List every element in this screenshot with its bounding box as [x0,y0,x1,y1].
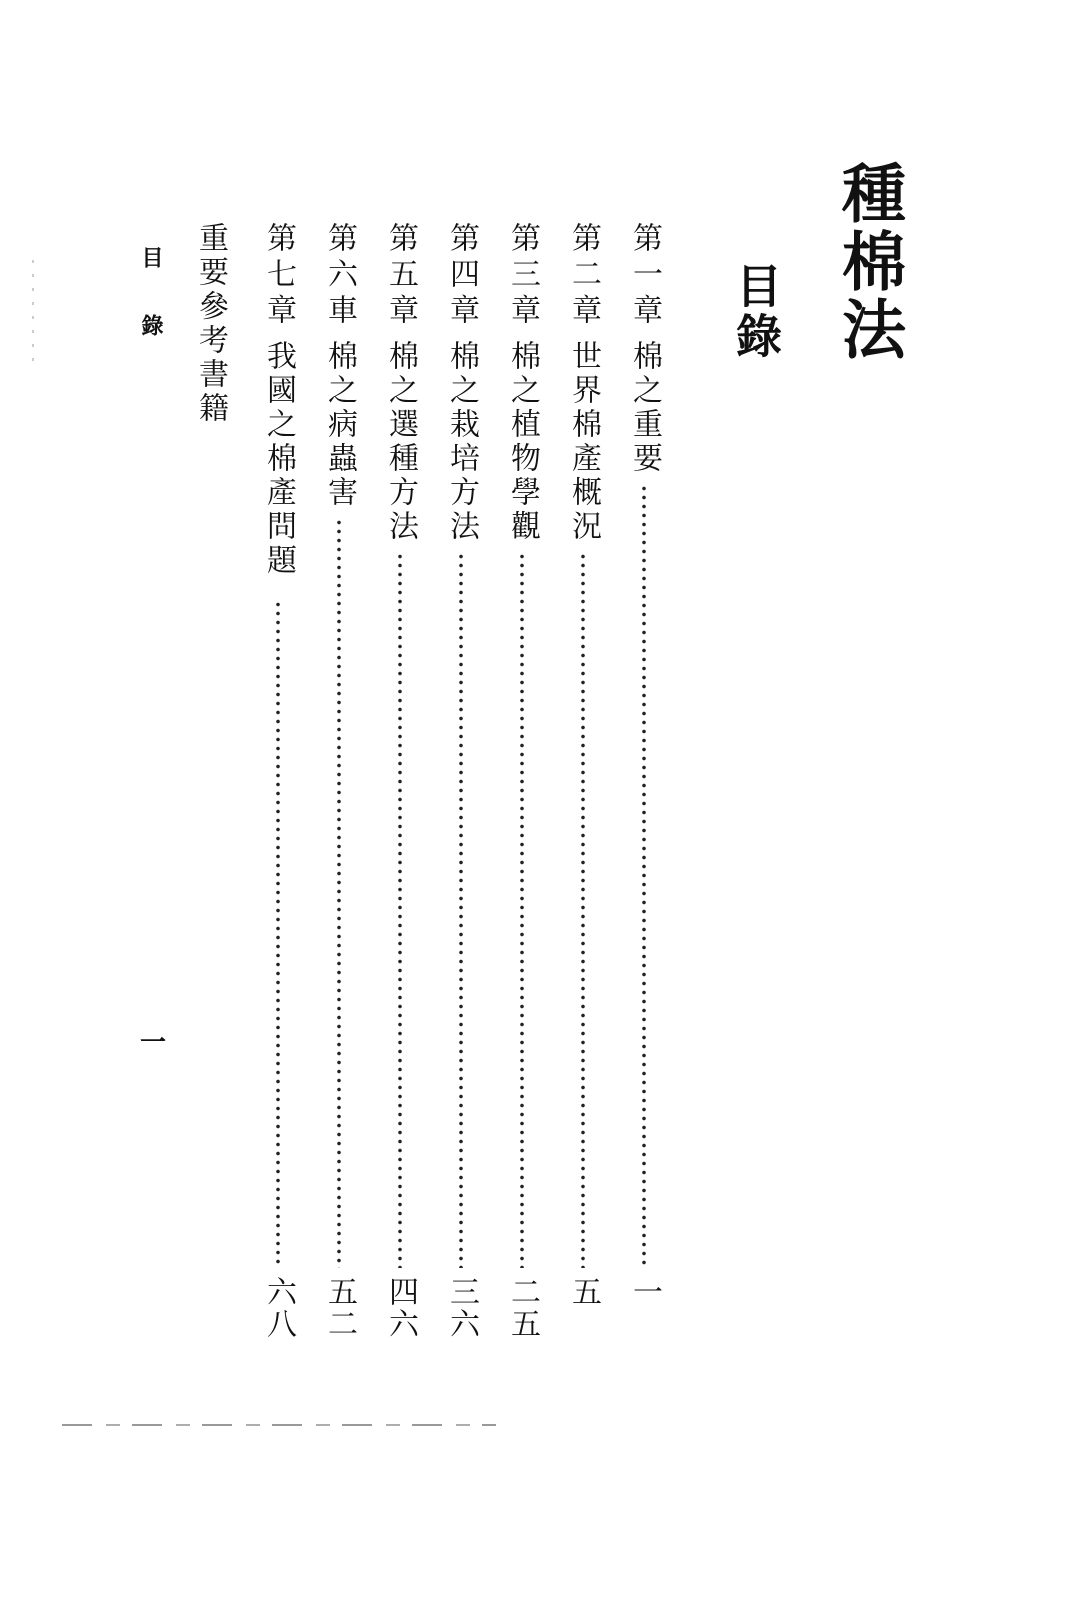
book-title: 種棉法 [831,160,905,364]
page-folio: 一 [140,1028,167,1058]
toc-entry-7[interactable] [260,222,296,1352]
toc-page-number: 六八 [261,1276,296,1340]
toc-chapter-title: 棉之選種方法 [383,340,418,544]
references-entry[interactable]: 重要參考書籍 [193,222,228,426]
toc-chapter-number: 第四章 [444,222,479,330]
toc-chapter-title: 棉之植物學觀 [505,340,540,544]
toc-chapter-number: 第一章 [627,222,662,330]
toc-chapter-number: 第三章 [505,222,540,330]
toc-dot-leader [398,552,402,1268]
toc-entry-6[interactable] [321,222,357,1352]
toc-dot-leader [459,552,463,1268]
toc-page-number: 四六 [383,1276,418,1340]
toc-chapter-number: 第七章 [261,222,296,330]
toc-chapter-title: 棉之重要 [627,340,662,476]
toc-chapter-title: 棉之病蟲害 [322,340,357,510]
toc-dot-leader [581,552,585,1268]
toc-page-number: 二五 [505,1276,540,1340]
toc-dot-leader [337,518,341,1268]
toc-heading: 目錄 [729,262,783,362]
toc-chapter-number: 第二章 [566,222,601,330]
toc-page-number: 一 [627,1276,662,1308]
toc-page-number: 五二 [322,1276,357,1340]
toc-chapter-title: 我國之棉產問題 [261,340,296,578]
scan-artifact-line [62,1424,496,1426]
toc-dot-leader [642,484,646,1268]
toc-entry-5[interactable] [382,222,418,1352]
toc-chapter-title: 棉之栽培方法 [444,340,479,544]
toc-page-number: 五 [566,1276,601,1308]
scan-artifact-marks [32,260,34,370]
toc-entry-2[interactable] [565,222,601,1352]
toc-dot-leader [520,552,524,1268]
toc-chapter-number: 第六車 [322,222,357,330]
toc-entry-4[interactable] [443,222,479,1352]
toc-dot-leader [276,600,280,1268]
toc-chapter-number: 第五章 [383,222,418,330]
toc-entry-3[interactable] [504,222,540,1352]
running-head: 目錄 [138,246,164,382]
toc-page-number: 三六 [444,1276,479,1340]
toc-entry-1[interactable] [626,222,662,1352]
toc-chapter-title: 世界棉產概況 [566,340,601,544]
